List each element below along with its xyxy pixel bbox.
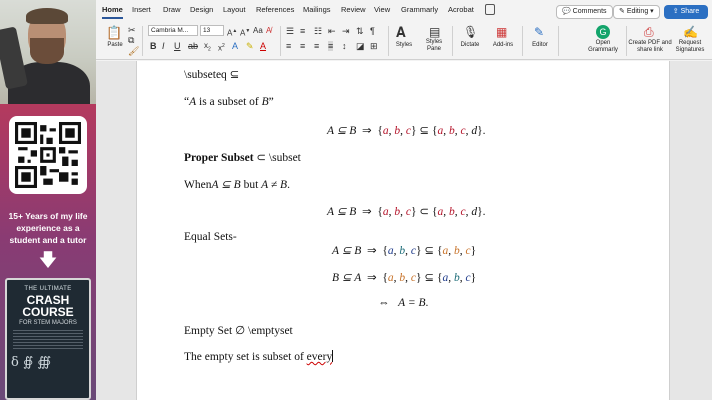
decrease-indent-icon[interactable]: ⇤ (328, 26, 336, 36)
comments-label: Comments (572, 8, 607, 15)
text-cursor (332, 350, 333, 362)
strikethrough-icon[interactable]: ab (188, 41, 199, 51)
font-name-select[interactable]: Cambria M... (148, 25, 198, 36)
tab-layout[interactable]: Layout (223, 5, 246, 14)
align-right-icon[interactable]: ≡ (314, 41, 320, 51)
highlight-icon[interactable]: ✎ (246, 41, 254, 51)
word-window (96, 0, 712, 400)
subseteq-heading: \subseteq ⊆ (184, 69, 240, 81)
styles-label: Styles (395, 42, 413, 48)
copy-icon[interactable]: ⧉ (128, 35, 135, 45)
styles-icon[interactable]: 𝐀 (396, 24, 406, 40)
book-subtitle: FOR STEM MAJORS (19, 320, 77, 326)
empty-set-sentence: The empty set is subset of every (184, 351, 333, 363)
tab-home[interactable]: Home (102, 5, 123, 14)
tab-insert[interactable]: Insert (132, 5, 151, 14)
tab-view[interactable]: View (374, 5, 391, 14)
ribbon-tab-bar (96, 0, 712, 22)
equal-sets-conclusion: ⇔ A = B. (378, 297, 429, 309)
qr-code-icon (15, 122, 81, 188)
qr-code (9, 116, 87, 194)
tab-review[interactable]: Review (341, 5, 366, 14)
change-case-icon[interactable]: Aa (253, 26, 263, 35)
text-effects-icon[interactable]: A (232, 41, 239, 51)
proper-subset-example: A ⊆ B ⇒ {a, b, c} ⊂ {a, b, c, d}. (327, 206, 486, 218)
align-center-icon[interactable]: ≡ (300, 41, 306, 51)
tab-draw[interactable]: Draw (163, 5, 181, 14)
shading-icon[interactable]: ◪ (356, 41, 365, 51)
document-page[interactable] (136, 61, 670, 400)
addins-label: Add-ins (492, 42, 514, 48)
presenter-panel (0, 0, 96, 400)
subscript-icon[interactable]: $x_2$ (204, 41, 211, 53)
document-canvas (96, 61, 712, 400)
pen-icon[interactable]: ✎ (534, 25, 545, 39)
down-arrow-icon: 🡇 (38, 250, 58, 270)
pdf-icon[interactable]: ⎙ (644, 25, 654, 39)
clipboard-icon[interactable]: 📋 (106, 25, 123, 40)
tab-references[interactable]: References (256, 5, 295, 14)
microphone-icon (0, 26, 28, 89)
font-size-select[interactable]: 13 (200, 25, 224, 36)
editing-button[interactable]: ✎ Editing ▾ (613, 5, 660, 19)
book-cover[interactable] (5, 278, 91, 400)
underline-icon[interactable]: U (174, 41, 181, 51)
styles-pane-icon[interactable]: ▤ (429, 25, 441, 39)
tab-mailings[interactable]: Mailings (303, 5, 331, 14)
subset-definition: “A is a subset of B” (184, 96, 274, 108)
signature-icon[interactable]: ✍ (683, 25, 698, 39)
book-title: CRASH COURSE (22, 293, 74, 319)
equal-sets-line-2: B ⊆ A ⇒ {a, b, c} ⊆ {a, b, c} (332, 272, 477, 284)
dictate-label: Dictate (460, 42, 480, 48)
proper-subset-heading: Proper Subset ⊂ \subset (184, 152, 301, 164)
share-label: Share (680, 8, 700, 15)
scissors-icon[interactable]: ✂ (128, 25, 136, 35)
comments-button[interactable]: 💬 Comments (556, 5, 613, 19)
line-spacing-icon[interactable]: ↕ (342, 41, 347, 51)
font-color-icon[interactable]: A (260, 41, 267, 51)
editing-label: Editing (626, 8, 649, 15)
promo-text: 15+ Years of my life experience as a student and a tutor (8, 211, 88, 245)
sort-icon[interactable]: ⇅ (356, 26, 364, 36)
ribbon-toolbar (96, 22, 712, 60)
clipboard-icon[interactable] (485, 4, 495, 15)
tab-grammarly[interactable]: Grammarly (401, 5, 439, 14)
bold-icon[interactable]: B (150, 41, 157, 51)
numbering-icon[interactable]: ≡ (300, 26, 306, 36)
book-blurb (13, 330, 83, 350)
webcam-video (0, 0, 96, 104)
styles-pane-label: Styles Pane (425, 39, 443, 52)
open-grammarly-label: Open Grammarly (588, 40, 618, 53)
editor-label: Editor (532, 42, 548, 48)
spelling-flagged-word[interactable]: every (306, 351, 333, 363)
equal-sets-label: Equal Sets- (184, 231, 237, 243)
pilcrow-icon[interactable]: ¶ (370, 26, 375, 36)
grammarly-icon[interactable]: G (596, 25, 610, 39)
superscript-icon[interactable]: $x^2$ (218, 43, 225, 53)
book-glyphs: δ ∯ ∰ (11, 355, 52, 370)
paste-label: Paste (107, 42, 123, 48)
when-line: WhenA ⊆ B but A ≠ B. (184, 179, 290, 191)
justify-icon[interactable]: ≡ (328, 41, 334, 51)
paintbrush-icon[interactable]: 🖌 (128, 46, 140, 56)
book-line1: THE ULTIMATE (24, 286, 72, 292)
create-pdf-label: Create PDF and share link (628, 40, 672, 53)
align-left-icon[interactable]: ≡ (286, 41, 292, 51)
request-signatures-label: Request Signatures (675, 40, 705, 53)
shrink-font-icon[interactable]: A▼ (240, 28, 251, 38)
promo-banner (0, 104, 96, 400)
equal-sets-line-1: A ⊆ B ⇒ {a, b, c} ⊆ {a, b, c} (332, 245, 477, 257)
subseteq-example: A ⊆ B ⇒ {a, b, c} ⊆ {a, b, c, d}. (327, 125, 486, 137)
microphone-icon[interactable]: 🎙 (463, 25, 479, 39)
borders-icon[interactable]: ⊞ (370, 41, 378, 51)
italic-icon[interactable]: I (162, 41, 165, 51)
tab-acrobat[interactable]: Acrobat (448, 5, 474, 14)
grid-icon[interactable]: ▦ (496, 25, 508, 39)
clear-formatting-icon[interactable]: A̸ (266, 26, 272, 35)
multilevel-list-icon[interactable]: ☷ (314, 26, 323, 36)
increase-indent-icon[interactable]: ⇥ (342, 26, 350, 36)
share-button[interactable]: ⇪ Share (664, 5, 708, 19)
empty-set-heading: Empty Set ∅ \emptyset (184, 325, 293, 337)
grow-font-icon[interactable]: A▲ (227, 28, 238, 38)
bullets-icon[interactable]: ☰ (286, 26, 295, 36)
tab-design[interactable]: Design (190, 5, 214, 14)
